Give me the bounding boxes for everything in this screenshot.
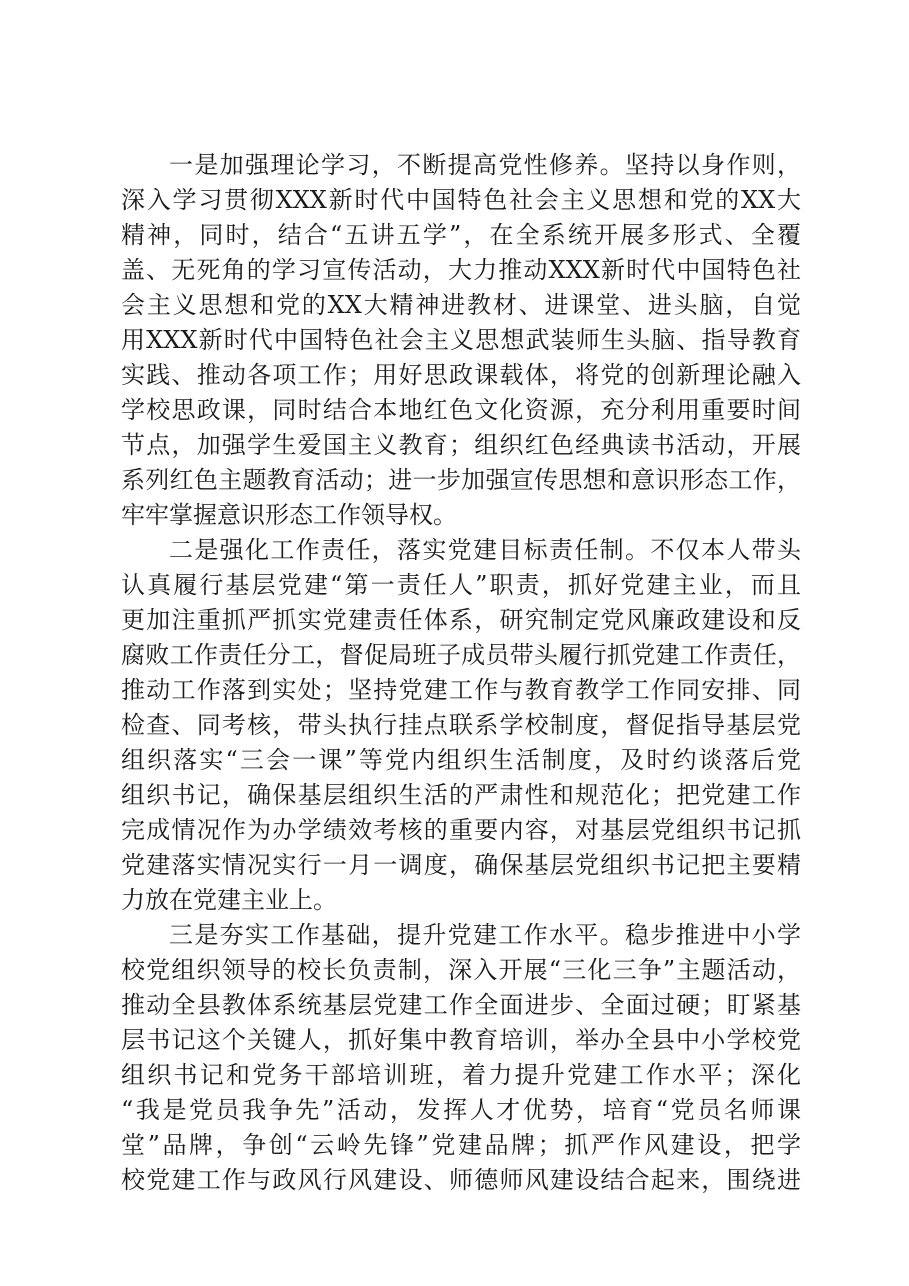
text-line: 盖、无死角的学习宣传活动，大力推动XXX新时代中国特色社 — [121, 256, 801, 284]
text-line: 组织落实“三会一课”等党内组织生活制度，及时约谈落后党 — [121, 746, 801, 774]
document-body — [121, 148, 801, 1198]
text-line: 学校思政课，同时结合本地红色文化资源，充分利用重要时间 — [121, 396, 801, 424]
text-line: 认真履行基层党建“第一责任人”职责，抓好党建主业，而且 — [121, 571, 801, 599]
text-line: 节点，加强学生爱国主义教育；组织红色经典读书活动，开展 — [121, 431, 801, 459]
paragraph-1 — [121, 148, 801, 533]
text-line: 完成情况作为办学绩效考核的重要内容，对基层党组织书记抓 — [121, 816, 801, 844]
text-line: 二是强化工作责任，落实党建目标责任制。不仅本人带头 — [169, 536, 801, 564]
text-line: 层书记这个关键人，抓好集中教育培训，举办全县中小学校党 — [121, 1026, 801, 1054]
paragraph-2 — [121, 533, 801, 918]
text-line: 会主义思想和党的XX大精神进教材、进课堂、进头脑，自觉 — [121, 291, 801, 319]
text-line: 更加注重抓严抓实党建责任体系，研究制定党风廉政建设和反 — [121, 606, 801, 634]
text-line: 用XXX新时代中国特色社会主义思想武装师生头脑、指导教育 — [121, 326, 801, 354]
text-line: 堂”品牌，争创“云岭先锋”党建品牌；抓严作风建设，把学 — [121, 1131, 801, 1159]
text-line: 力放在党建主业上。 — [121, 886, 337, 914]
text-line: 组织书记和党务干部培训班，着力提升党建工作水平；深化 — [121, 1061, 801, 1089]
text-line: 三是夯实工作基础，提升党建工作水平。稳步推进中小学 — [169, 921, 801, 949]
text-line: 精神，同时，结合“五讲五学”，在全系统开展多形式、全覆 — [121, 221, 801, 249]
text-line: 深入学习贯彻XXX新时代中国特色社会主义思想和党的XX大 — [121, 186, 801, 214]
text-line: 检查、同考核，带头执行挂点联系学校制度，督促指导基层党 — [121, 711, 801, 739]
text-line: 一是加强理论学习，不断提高党性修养。坚持以身作则， — [169, 151, 801, 179]
text-line: 系列红色主题教育活动；进一步加强宣传思想和意识形态工作， — [121, 466, 801, 494]
text-line: 校党建工作与政风行风建设、师德师风建设结合起来，围绕进 — [121, 1166, 801, 1194]
text-line: 牢牢掌握意识形态工作领导权。 — [121, 501, 457, 529]
text-line: 推动工作落到实处；坚持党建工作与教育教学工作同安排、同 — [121, 676, 801, 704]
text-line: 推动全县教体系统基层党建工作全面进步、全面过硬；盯紧基 — [121, 991, 801, 1019]
paragraph-3 — [121, 918, 801, 1198]
text-line: 组织书记，确保基层组织生活的严肃性和规范化；把党建工作 — [121, 781, 801, 809]
text-line: “我是党员我争先”活动，发挥人才优势，培育“党员名师课 — [121, 1096, 801, 1124]
text-line: 实践、推动各项工作；用好思政课载体，将党的创新理论融入 — [121, 361, 801, 389]
text-line: 校党组织领导的校长负责制，深入开展“三化三争”主题活动， — [121, 956, 801, 984]
text-line: 腐败工作责任分工，督促局班子成员带头履行抓党建工作责任， — [121, 641, 801, 669]
text-line: 党建落实情况实行一月一调度，确保基层党组织书记把主要精 — [121, 851, 801, 879]
